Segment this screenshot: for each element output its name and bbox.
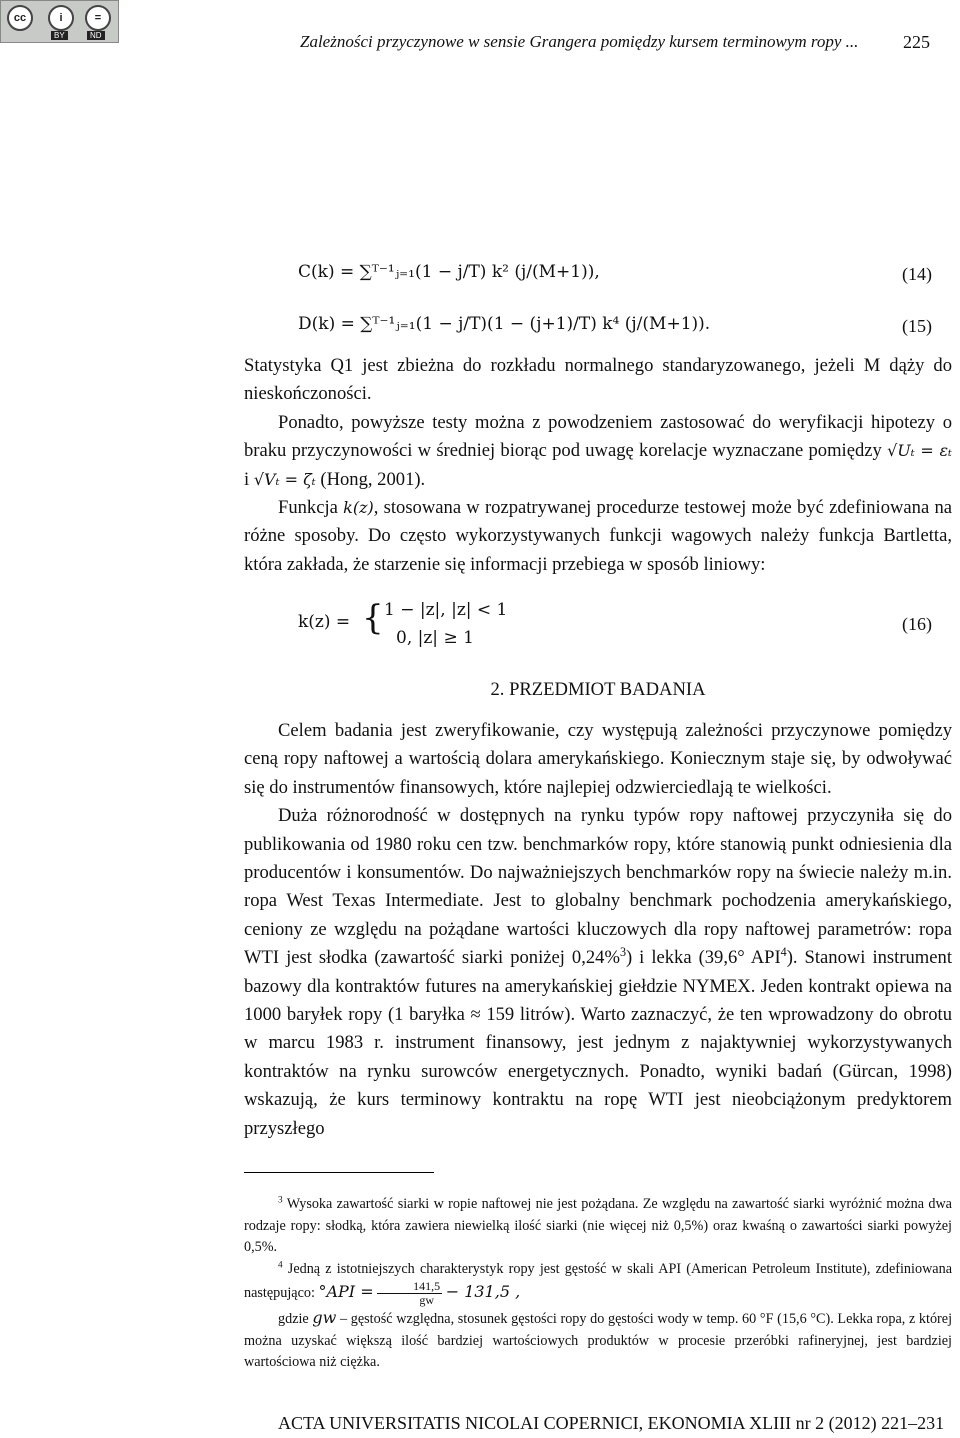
attribution-icon: i [48,5,74,31]
journal-footer: ACTA UNIVERSITATIS NICOLAI COPERNICI, EKONOMIA XLIII nr 2 (2012) 221–231 [278,1413,945,1433]
equation-15-number: (15) [902,316,932,336]
cc-icon: cc [7,5,33,31]
equation-15: D(k) = ∑ᵀ⁻¹ⱼ₌₁(1 − j/T)(1 − (j+1)/T) k⁴ (j/(M+1)). [298,314,711,334]
no-derivatives-icon: = [85,5,111,31]
body-text-top [244,352,952,579]
footnote-ref-4[interactable]: 4 [780,945,787,960]
page-number: 225 [903,32,930,52]
brace: { [362,598,384,638]
section-title: 2. PRZEDMIOT BADANIA [490,679,706,700]
nd-label: ND [87,31,105,40]
equation-14-number: (14) [902,264,932,284]
footnote-4: $^4$ Jedną z istotniejszych charakterystyk ropy jest gęstość w skali API (American Petroleum Institute), zdefiniowana następująco: °API = $\frac{141,5}{gw}$ − 131,5 , [244,1258,952,1307]
paragraph-tests: Ponadto, powyższe testy można z powodzeniem zastosować do weryfikacji hipotezy o braku przyczynowości w średniej biorąc pod uwagę korelacje wyznaczane pomiędzy √Uₜ = εₜ i √Vₜ = ζₜ (Hong, 2001). [244,411,952,490]
footnotes [244,1194,952,1374]
paragraph-benchmarks: Duża różnorodność w dostępnych na rynku typów ropy naftowej przyczyniła się do publikowania od 1980 roku cen tzw. benchmarków ropy, które stanowią punkt odniesienia dla producentów i konsumentów. Do najważniejszych benchmarków ropy na świecie należy m.in. ropa West Texas Intermediate. Jest to globalny benchmark pochodzenia amerykańskiego, ceniony ze względu na pożądane wartości kluczowych dla ropy naftowej parametrów: ropa WTI jest słodka (zawartość siarki poniżej 0,24%$^3$) i lekka (39,6° API$^4$). Stanowi instrument bazowy dla kontraktów futures na amerykańskiej giełdzie NYMEX. Jeden kontrakt opiewa na 1000 baryłek ropy (1 baryłka ≈ 159 litrów). Warto zaznaczyć, że ten wprowadzony do obrotu w marcu 1983 r. instrument finansowy, jest jednym z najaktywniej wykorzystywanych kontraktów na rynku surowców energetycznych. Ponadto, wyniki badań (Gürcan, 1998) wskazują, że kurs terminowy kontraktu na ropę WTI jest nieobciążonym predyktorem przyszłego [244,805,952,1139]
running-header [300,32,930,52]
equation-16-lhs: k(z) = [298,612,351,632]
paragraph-aim: Celem badania jest zweryfikowanie, czy występują zależności przyczynowe pomiędzy ceną ropy naftowej a wartością dolara amerykańskiego. Koniecznym staje się, by odwoływać się do instrumentów finansowych, które najlepiej odzwierciedlają te wielkości. [244,720,952,798]
api-fraction: $\frac{141,5}{gw}$ [377,1280,442,1307]
equation-16-number: (16) [902,614,932,634]
footnote-3: $^3$ Wysoka zawartość siarki w ropie naftowej nie jest pożądana. Ze względu na zawartość siarki wyróżnić można dwa rodzaje ropy: słodką, która zawiera niewielką ilość siarki (nie więcej niż 0,5%) oraz kwaśną o zawartości siarki powyżej 0,5%. [244,1194,952,1255]
paragraph-kernel: Funkcja k(z), stosowana w rozpatrywanej procedurze testowej może być zdefiniowana na różne sposoby. Do często wykorzystywanych funkcji wagowych należy funkcja Bartletta, która zakłada, że starzenie się informacji przebiega w sposób liniowy: [244,497,952,575]
footnote-ref-3[interactable]: 3 [619,945,626,960]
body-text-bottom [244,717,952,1143]
paragraph-statistic: Statystyka Q1 jest zbieżna do rozkładu normalnego standaryzowanego, jeżeli M dąży do nieskończoności. [244,355,952,405]
by-label: BY [51,31,68,40]
math-kz: k(z) [343,498,374,518]
equation-16-case1: 1 − |z|, |z| < 1 [384,600,508,620]
equation-16-case2: 0, |z| ≥ 1 [396,628,474,648]
math-v: √Vₜ = ζₜ [253,469,316,489]
footnote-4-cont: gdzie gw – gęstość względna, stosunek gęstości ropy do gęstości wody w temp. 60 °F (15,6 °C). Lekka ropa, z której można uzyskać większą ilość bardziej wartościowych produktów w procesie przeróbki rafineryjnej, jest bardziej wartościowa niż ciężka. [244,1308,953,1370]
footnote-divider [244,1172,434,1173]
cc-license-badge[interactable] [0,0,119,43]
running-title: Zależności przyczynowe w sensie Grangera pomiędzy kursem terminowym ropy ... [300,32,859,51]
math-u: √Uₜ = εₜ [887,441,952,461]
equation-14: C(k) = ∑ᵀ⁻¹ⱼ₌₁(1 − j/T) k² (j/(M+1)), [298,262,600,282]
